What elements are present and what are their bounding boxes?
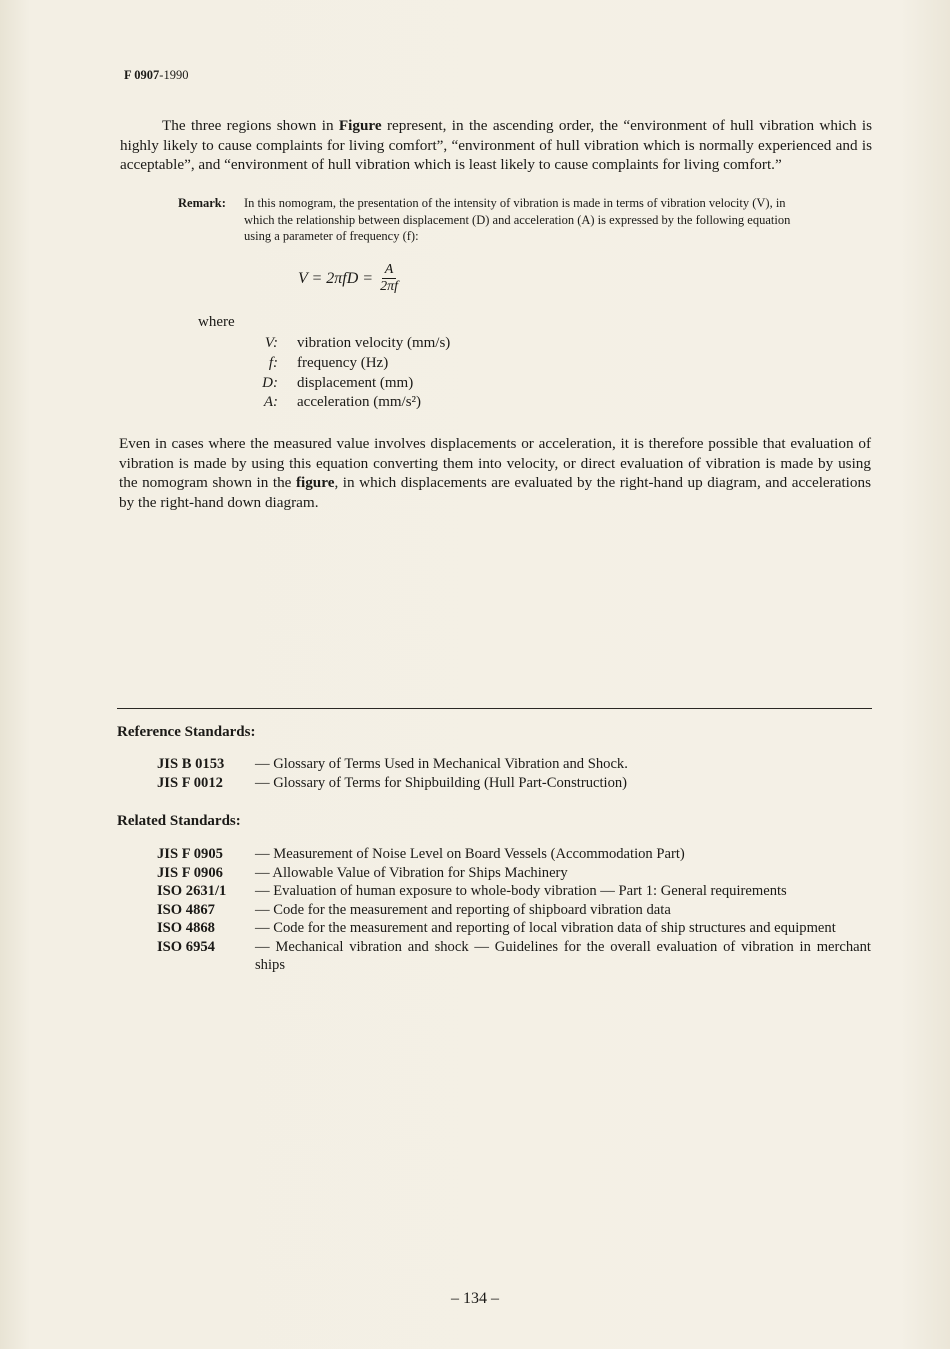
- definition-desc: acceleration (mm/s²): [297, 394, 422, 411]
- paragraph-regions-part2: represent, in the ascending order, the “environment of hull vibration which is highly likely to cause complaints for living comfort”, “environment of hull vibration which is normally experienced and is acceptable”, and “environment of hull vibration which is least likely to cause complaints for living comfort.”: [120, 117, 872, 173]
- standard-item-title: — Evaluation of human exposure to whole-body vibration — Part 1: General requirements: [255, 883, 787, 899]
- standard-item: [157, 864, 871, 883]
- standard-item-code: ISO 4868: [157, 920, 215, 936]
- definition-symbol: V:: [264, 335, 278, 351]
- equation-numerator: A: [382, 262, 397, 279]
- related-standards-list: [157, 845, 871, 975]
- paragraph-evaluation-part2: , in which displacements are evaluated by the right-hand up diagram, and accelerations by the right-hand down diagram.: [119, 474, 871, 511]
- definition-row: [240, 393, 450, 413]
- standard-item-title: — Code for the measurement and reporting of local vibration data of ship structures and equipment: [255, 920, 836, 936]
- equation-lhs: V = 2πfD =: [298, 269, 374, 287]
- definition-desc: frequency (Hz): [297, 354, 389, 371]
- page-number: – 134 –: [451, 1290, 499, 1307]
- standard-year: -1990: [159, 68, 189, 82]
- standard-item-title: — Allowable Value of Vibration for Ships Machinery: [255, 864, 568, 881]
- where-label: where: [198, 314, 235, 330]
- paragraph-evaluation-figure-ref: figure: [295, 474, 335, 491]
- definition-symbol: A:: [263, 394, 278, 411]
- remark-block: [178, 195, 818, 245]
- related-standards-heading: Related Standards:: [117, 813, 241, 829]
- section-divider: [117, 708, 872, 709]
- definition-desc: vibration velocity (mm/s): [297, 335, 451, 351]
- standard-item: [157, 882, 871, 901]
- standard-item-code: JIS F 0906: [157, 864, 223, 881]
- definition-symbol: D:: [262, 374, 278, 391]
- standard-item: [157, 901, 871, 920]
- definition-row: [240, 354, 450, 374]
- remark-label: Remark:: [178, 196, 226, 210]
- standard-item-code: JIS F 0905: [157, 846, 223, 862]
- velocity-equation: [298, 262, 401, 295]
- standard-item: [157, 755, 871, 774]
- standard-item-code: JIS B 0153: [157, 756, 225, 772]
- paragraph-regions-figure-ref: Figure: [338, 117, 382, 134]
- standard-item-code: ISO 4867: [157, 901, 215, 918]
- equation-fraction: [377, 262, 401, 295]
- equation-denominator: 2πf: [380, 279, 398, 294]
- paragraph-regions: [120, 116, 872, 175]
- definition-row: [240, 334, 450, 354]
- document-header: [124, 68, 188, 83]
- reference-standards-heading: Reference Standards:: [117, 724, 256, 740]
- paragraph-evaluation-part1: Even in cases where the measured value involves displacements or acceleration, it is therefore possible that evaluation of vibration is made by using this equation converting them into velocity, or direct evaluation of vibration is made by using the nomogram shown in the: [119, 435, 871, 491]
- standard-item: [157, 845, 871, 864]
- standard-item-code: ISO 6954: [157, 938, 215, 955]
- standard-code: F 0907: [124, 68, 160, 82]
- standard-item: [157, 774, 871, 793]
- standard-item-title: — Code for the measurement and reporting of shipboard vibration data: [255, 901, 671, 918]
- definitions-list: [240, 334, 450, 413]
- standard-item-code: ISO 2631/1: [157, 883, 227, 899]
- reference-standards-list: [157, 755, 871, 792]
- standard-item-title: — Glossary of Terms Used in Mechanical Vibration and Shock.: [255, 756, 628, 772]
- standard-item: [157, 919, 871, 938]
- standard-item: [157, 938, 871, 975]
- remark-text: In this nomogram, the presentation of the intensity of vibration is made in terms of vibration velocity (V), in which the relationship between displacement (D) and acceleration (A) is expressed by the following equation using a parameter of frequency (f):: [244, 196, 791, 243]
- definition-symbol: f:: [268, 354, 278, 371]
- paragraph-regions-part1: The three regions shown in: [162, 117, 339, 134]
- paragraph-evaluation: [119, 434, 871, 512]
- standard-item-title: — Mechanical vibration and shock — Guidelines for the overall evaluation of vibration in merchant ships: [255, 938, 871, 973]
- standard-item-title: — Glossary of Terms for Shipbuilding (Hull Part-Construction): [255, 774, 628, 791]
- standard-item-code: JIS F 0012: [157, 774, 223, 791]
- definition-row: [240, 374, 450, 394]
- standard-item-title: — Measurement of Noise Level on Board Vessels (Accommodation Part): [255, 846, 685, 862]
- definition-desc: displacement (mm): [297, 374, 414, 391]
